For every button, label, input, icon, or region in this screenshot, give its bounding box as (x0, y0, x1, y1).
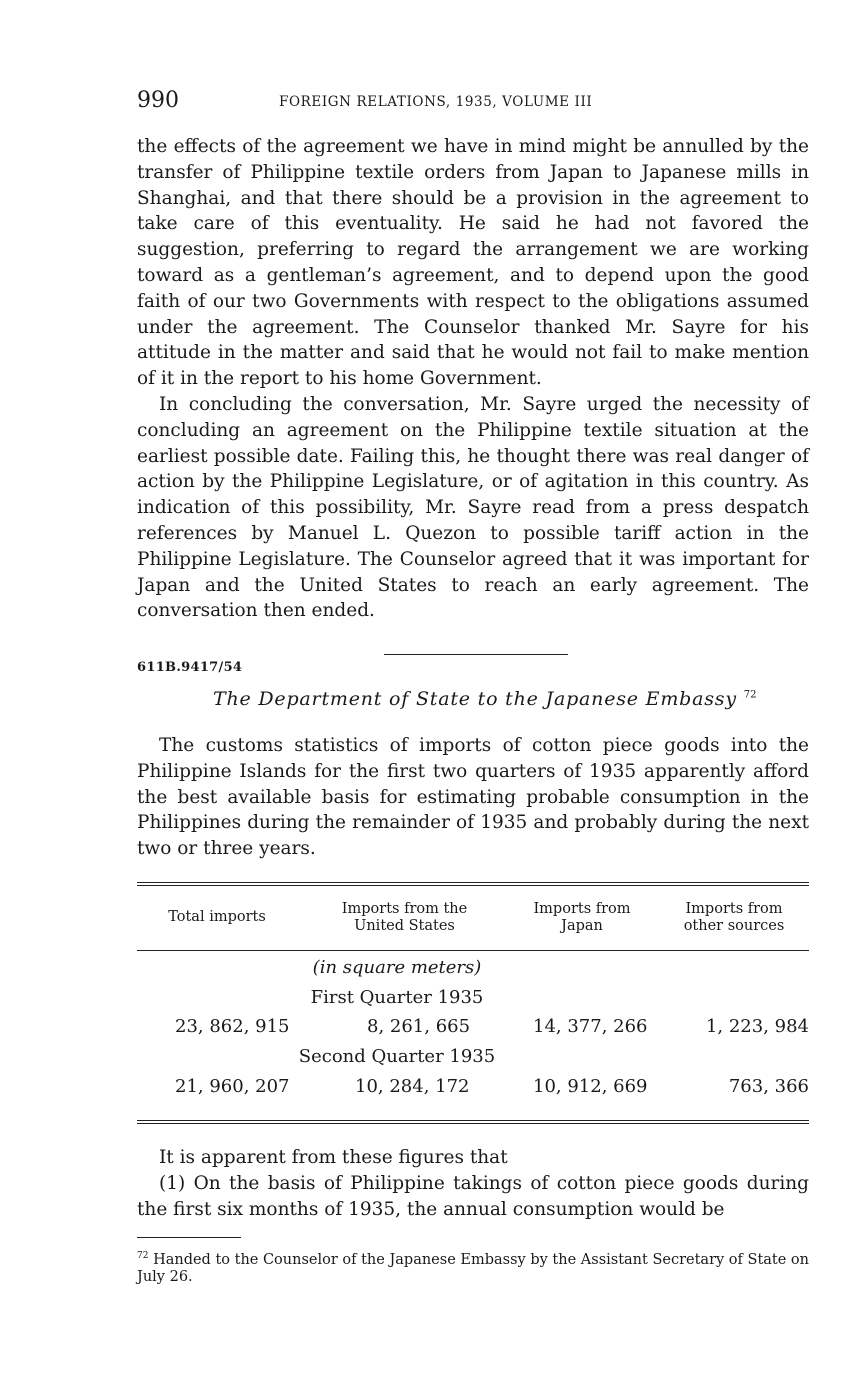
paragraph-continuation: the effects of the agreement we have in mind might be annulled by the transfer of Philippine textile orders from Japan to Japanese mills in Shanghai, and that there should be a provision in the agreement to take care of this eventuality. He said he had not favored the suggestion, preferring to regard the arrangement we are working toward as a gentleman’s agreement, and to depend upon the good faith of our two Governments with respect to the obligations assumed under the agreement. The Counselor thanked Mr. Sayre for his attitude in the matter and said that he would not fail to make mention of it in the report to his home Government. (137, 136, 809, 390)
cell-japan-q2: 10, 912, 669 (533, 1076, 648, 1097)
paragraph-conclusion: In concluding the conversation, Mr. Sayre urged the necessity of concluding an agreement on the Philippine textile situation at the earliest possible date. Failing this, he thought there was real danger of action by the Philippine Legislature, or of agitation in this country. As indication of this possibility, Mr. Sayre read from a press despatch references by Manuel L. Quezon to possible tariff action in the Philippine Legislature. The Counselor agreed that it was important for Japan and the United States to reach an early agreement. The conversation then ended. (137, 394, 809, 622)
header-us-line2: United States (354, 918, 455, 934)
table-top-rule-double (137, 885, 809, 886)
header-other-line2: other sources (683, 918, 785, 934)
cell-total-q2: 21, 960, 207 (175, 1076, 290, 1097)
cell-other-q1: 1, 223, 984 (705, 1016, 809, 1037)
paragraph-apparent: It is apparent from these figures that (159, 1147, 508, 1168)
document-file-number: 611B.9417/54 (137, 660, 243, 675)
document-title-text: The Department of State to the Japanese Embassy (213, 688, 737, 710)
header-japan-line2: Japan (561, 918, 603, 934)
quarter-label-second: Second Quarter 1935 (298, 1046, 496, 1067)
table-header-rule (137, 950, 809, 951)
running-title: FOREIGN RELATIONS, 1935, VOLUME III (279, 94, 593, 110)
table-bottom-rule-double (137, 1123, 809, 1124)
header-other-line1: Imports from (685, 901, 783, 917)
table-top-rule (137, 882, 809, 883)
header-imports-japan (507, 901, 657, 935)
cell-other-q2: 763, 366 (728, 1076, 809, 1097)
header-imports-other (659, 901, 809, 935)
footnote (137, 1248, 809, 1286)
page-header (137, 88, 809, 120)
cell-japan-q1: 14, 377, 266 (533, 1016, 648, 1037)
footnote-text: Handed to the Counselor of the Japanese Embassy by the Assistant Secretary of State on July 26. (137, 1251, 810, 1285)
table-bottom-rule (137, 1120, 809, 1121)
paragraph-point-one: (1) On the basis of Philippine takings of cotton piece goods during the first six months of 1935, the annual consumption would be (137, 1173, 809, 1220)
paragraph-customs-statistics: The customs statistics of imports of cotton piece goods into the Philippine Islands for the first two quarters of 1935 apparently afford the best available basis for estimating probable consumption in the Philippines during the remainder of 1935 and probably during the next two or three years. (137, 735, 809, 860)
header-total-imports (137, 909, 297, 926)
table-unit-label: (in square meters) (312, 957, 482, 978)
section-divider (384, 654, 568, 655)
header-us-line1: Imports from the (341, 901, 468, 917)
document-title (213, 688, 756, 710)
header-total-text: Total imports (168, 909, 266, 925)
footnote-rule (137, 1237, 241, 1238)
header-japan-line1: Imports from (533, 901, 631, 917)
page-number: 990 (137, 88, 179, 113)
footnote-reference: 72 (743, 689, 757, 701)
cell-total-q1: 23, 862, 915 (175, 1016, 290, 1037)
quarter-label-first: First Quarter 1935 (310, 987, 484, 1008)
cell-us-q2: 10, 284, 172 (355, 1076, 470, 1097)
header-imports-us (317, 901, 492, 935)
footnote-marker: 72 (137, 1251, 149, 1261)
cell-us-q1: 8, 261, 665 (367, 1016, 471, 1037)
